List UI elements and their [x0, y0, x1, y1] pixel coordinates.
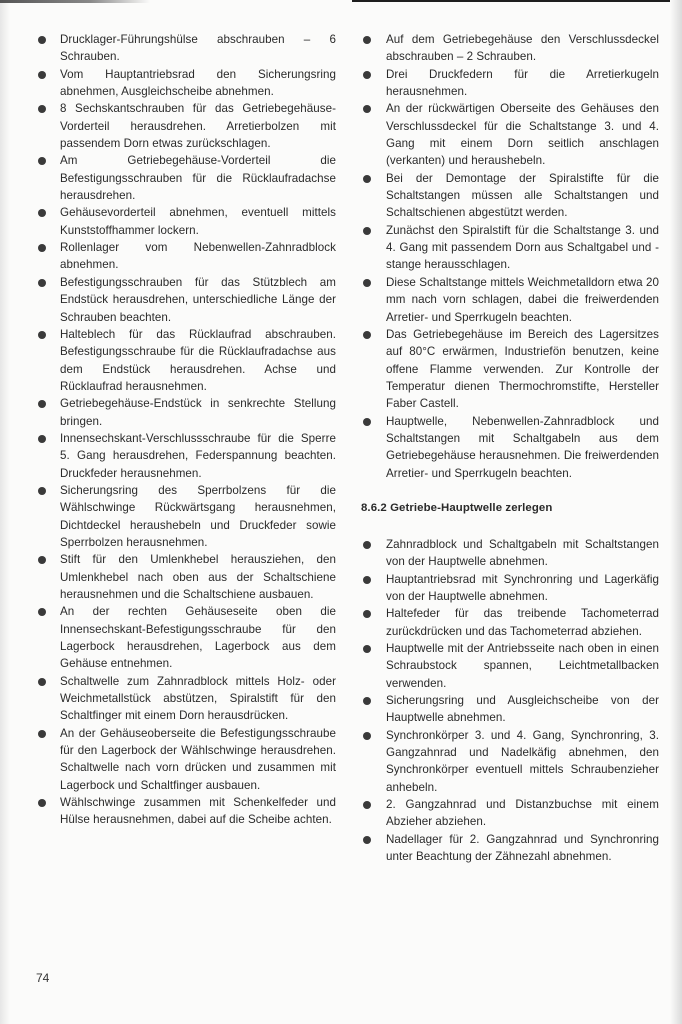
list-item	[361, 222, 659, 274]
list-item-text: Hauptwelle mit der Antriebsseite nach oben in einen Schraubstock spannen, Leichtmetallbacken verwenden.	[386, 642, 659, 690]
bullet-icon	[38, 209, 46, 217]
list-item	[36, 100, 336, 152]
section-heading: 8.6.2 Getriebe-Hauptwelle zerlegen	[361, 501, 553, 514]
list-item	[361, 536, 659, 571]
bullet-icon	[38, 105, 46, 113]
list-item	[36, 239, 336, 274]
list-item-text: Diese Schaltstange mittels Weichmetalldorn etwa 20 mm nach vorn schlagen, dabei die freiwerdenden Arretier- und Sperrkugeln beachten.	[386, 275, 659, 324]
list-item-text: Hauptantriebsrad mit Synchronring und Lagerkäfig von der Hauptwelle abnehmen.	[386, 572, 659, 603]
bullet-icon	[363, 576, 371, 584]
bullet-icon	[38, 244, 46, 252]
list-item-text: Befestigungsschrauben für das Stützblech am Endstück herausdrehen, unterschiedliche Länge der Schrauben beachten.	[60, 275, 336, 324]
list-item	[361, 640, 659, 692]
list-item-text: An der rechten Gehäuseseite oben die Innensechskant-Befestigungsschraube für den Lagerbock herausdrehen, Lagerbock aus dem Gehäuse entnehmen.	[60, 605, 336, 671]
list-item	[361, 413, 659, 482]
list-item	[36, 66, 336, 101]
page-number: 74	[36, 971, 50, 985]
list-item	[36, 482, 336, 551]
list-item-text: Wählschwinge zusammen mit Schenkelfeder und Hülse herausnehmen, dabei auf die Scheibe achten.	[60, 796, 336, 827]
bullet-icon	[363, 418, 371, 426]
list-item-text: Synchronkörper 3. und 4. Gang, Synchronring, 3. Gangzahnrad und Nadelkäfig abnehmen, den Synchronkörper eventuell mittels Schraubenzieher anhebeln.	[386, 728, 659, 794]
list-item-text: Sicherungsring und Ausgleichscheibe von der Hauptwelle abnehmen.	[386, 694, 659, 725]
list-item	[36, 152, 336, 204]
list-item-text: Innensechskant-Verschlussschraube für die Sperre 5. Gang herausdrehen, Federspannung beachten. Druckfeder herausnehmen.	[60, 431, 336, 480]
bullet-icon	[363, 331, 371, 339]
list-item	[36, 31, 336, 66]
list-item-text: An der rückwärtigen Oberseite des Gehäuses den Verschlussdeckel für die Schaltstange 3. und 4. Gang mit einem Dorn seitlich anschlagen (verkanten) und heraushebeln.	[386, 102, 659, 168]
bullet-icon	[363, 697, 371, 705]
list-item-text: Drucklager-Führungshülse abschrauben – 6 Schrauben.	[60, 33, 336, 64]
bullet-icon	[38, 730, 46, 738]
bullet-icon	[38, 71, 46, 79]
bullet-icon	[38, 678, 46, 686]
bullet-icon	[363, 227, 371, 235]
list-item	[36, 395, 336, 430]
list-item-text: Haltefeder für das treibende Tachometerrad zurückdrücken und das Tachometerrad abziehen.	[386, 607, 659, 638]
bullet-icon	[38, 279, 46, 287]
page-edge-shadow-right	[670, 0, 682, 1024]
top-rule-right	[352, 0, 670, 2]
list-item	[36, 204, 336, 239]
bullet-icon	[38, 331, 46, 339]
bullet-icon	[363, 71, 371, 79]
bullet-icon	[363, 105, 371, 113]
list-item	[36, 794, 336, 829]
list-item	[36, 430, 336, 482]
list-item	[361, 326, 659, 413]
list-item	[361, 571, 659, 606]
bullet-icon	[363, 836, 371, 844]
list-item-text: 2. Gangzahnrad und Distanzbuchse mit einem Abzieher abziehen.	[386, 798, 659, 829]
bullet-icon	[363, 279, 371, 287]
list-item-text: Stift für den Umlenkhebel herausziehen, den Umlenkhebel nach oben aus der Schaltschiene herausnehmen und die Schaltschiene ausbauen.	[60, 553, 336, 601]
list-item	[36, 673, 336, 725]
list-item	[361, 31, 659, 66]
list-item-text: Auf dem Getriebegehäuse den Verschlussdeckel abschrauben – 2 Schrauben.	[386, 33, 659, 64]
list-item-text: Sicherungsring des Sperrbolzens für die Wählschwinge Rückwärtsgang herausnehmen, Dichtdeckel heraushebeln und Druckfeder sowie Sperrbolzen herausnehmen.	[60, 483, 336, 549]
list-item	[361, 796, 659, 831]
list-item	[36, 603, 336, 672]
left-column	[36, 31, 336, 829]
list-item-text: Vom Hauptantriebsrad den Sicherungsring abnehmen, Ausgleichscheibe abnehmen.	[60, 67, 336, 99]
list-item-text: Das Getriebegehäuse im Bereich des Lagersitzes auf 80°C erwärmen, Industriefön benutzen, keine offene Flamme verwenden. Zur Kontrolle der Temperatur dienen Thermochromstifte, Hersteller Faber Castell.	[386, 327, 659, 411]
bullet-icon	[363, 801, 371, 809]
list-item-text: Halteblech für das Rücklaufrad abschrauben. Befestigungsschraube für die Rücklaufradachse aus dem Endstück herausdrehen. Achse und Rücklaufrad herausnehmen.	[60, 327, 336, 393]
list-item-text: 8 Sechskantschrauben für das Getriebegehäuse-Vorderteil herausdrehen. Arretierbolzen mit passendem Dorn etwas zurückschlagen.	[60, 102, 336, 151]
list-item	[361, 66, 659, 101]
left-step-list	[36, 31, 336, 829]
right-column	[361, 31, 659, 865]
bullet-icon	[38, 799, 46, 807]
list-item-text: Schaltwelle zum Zahnradblock mittels Holz- oder Weichmetallstück abstützen, Spiralstift für den Schaltfinger mit einem Dorn herausdrücken.	[60, 674, 336, 723]
section-step-list	[361, 536, 659, 866]
list-item	[361, 605, 659, 640]
list-item	[361, 727, 659, 796]
list-item-text: Nadellager für 2. Gangzahnrad und Synchronring unter Beachtung der Zähnezahl abnehmen.	[386, 832, 659, 864]
top-rule-left	[0, 0, 150, 3]
list-item-text: Zahnradblock und Schaltgabeln mit Schaltstangen von der Hauptwelle abnehmen.	[386, 537, 659, 569]
list-item-text: Hauptwelle, Nebenwellen-Zahnradblock und Schaltstangen mit Schaltgabeln aus dem Getriebegehäuse herausnehmen. Die freiwerdenden Arretier- und Sperrkugeln beachten.	[386, 414, 659, 480]
list-item	[361, 274, 659, 326]
list-item-text: Zunächst den Spiralstift für die Schaltstange 3. und 4. Gang mit passendem Dorn aus Schaltgabel und -stange herausschlagen.	[386, 223, 659, 272]
list-item	[36, 274, 336, 326]
list-item-text: Getriebegehäuse-Endstück in senkrechte Stellung bringen.	[60, 397, 336, 428]
bullet-icon	[38, 435, 46, 443]
list-item-text: An der Gehäuseoberseite die Befestigungsschraube für den Lagerbock der Wählschwinge herausdrehen. Schaltwelle nach vorn drücken und zusammen mit Lagerbock und Schaltfinger ausbauen.	[60, 726, 336, 792]
bullet-icon	[363, 732, 371, 740]
bullet-icon	[38, 36, 46, 44]
list-item-text: Gehäusevorderteil abnehmen, eventuell mittels Kunststoffhammer lockern.	[60, 206, 336, 237]
bullet-icon	[38, 157, 46, 165]
list-item	[36, 326, 336, 395]
list-item	[36, 551, 336, 603]
list-item-text: Rollenlager vom Nebenwellen-Zahnradblock abnehmen.	[60, 241, 336, 272]
bullet-icon	[363, 36, 371, 44]
right-step-list	[361, 31, 659, 482]
bullet-icon	[363, 610, 371, 618]
list-item-text: Am Getriebegehäuse-Vorderteil die Befestigungsschrauben für die Rücklaufradachse herausdrehen.	[60, 154, 336, 203]
list-item	[361, 170, 659, 222]
list-item	[361, 100, 659, 169]
bullet-icon	[363, 175, 371, 183]
bullet-icon	[38, 608, 46, 616]
list-item	[36, 725, 336, 794]
bullet-icon	[363, 541, 371, 549]
page-edge-shadow-left	[0, 0, 10, 1024]
list-item-text: Drei Druckfedern für die Arretierkugeln herausnehmen.	[386, 67, 659, 99]
bullet-icon	[38, 487, 46, 495]
list-item	[361, 692, 659, 727]
list-item-text: Bei der Demontage der Spiralstifte für die Schaltstangen müssen alle Schaltstangen und Schaltschienen abgestützt werden.	[386, 171, 659, 220]
bullet-icon	[38, 556, 46, 564]
bullet-icon	[38, 400, 46, 408]
bullet-icon	[363, 645, 371, 653]
list-item	[361, 831, 659, 866]
